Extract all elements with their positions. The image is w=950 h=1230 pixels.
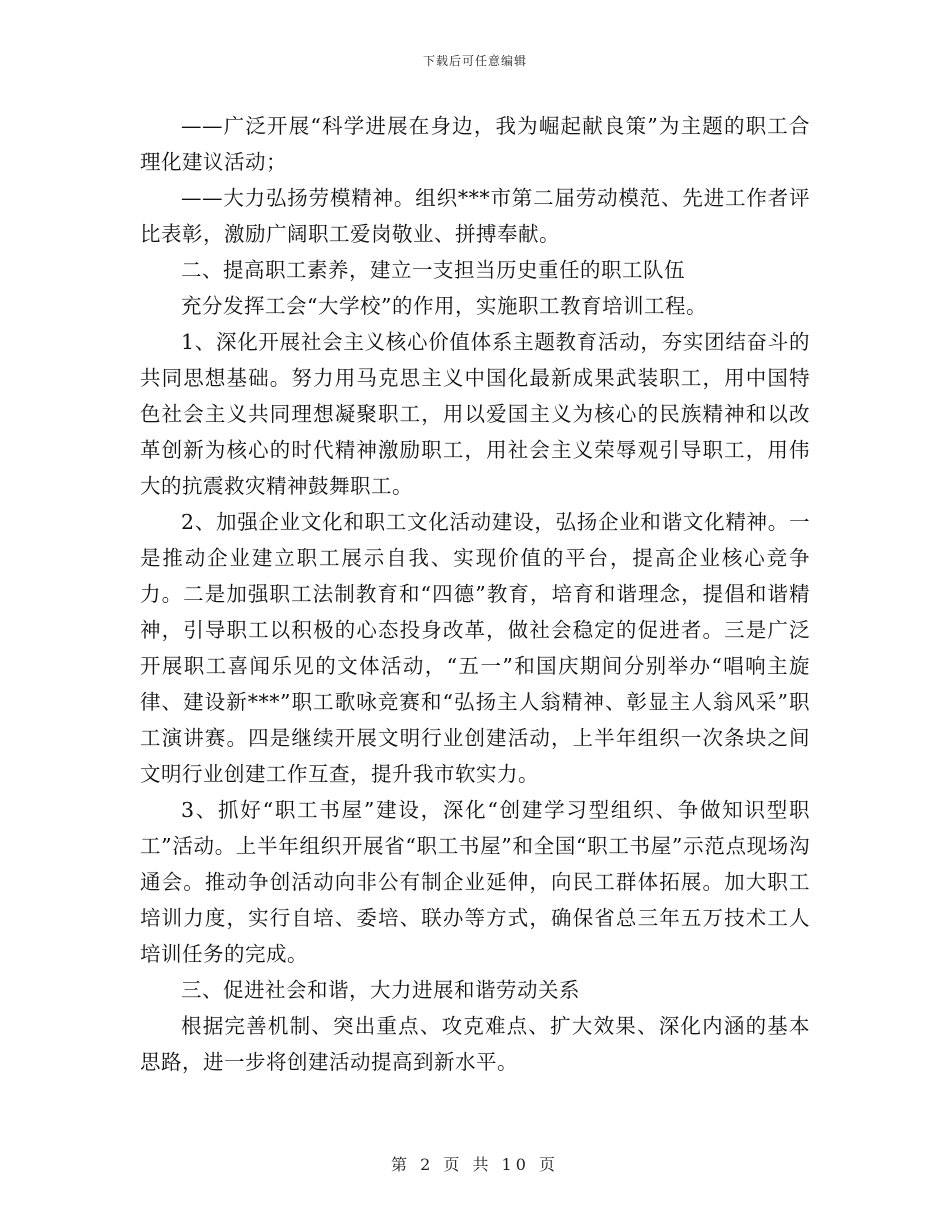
- paragraph-union-school: 充分发挥工会“大学校”的作用，实施职工教育培训工程。: [181, 294, 707, 318]
- page-number-footer: 第 2 页 共 10 页: [391, 1155, 559, 1174]
- paragraph-model-worker-spirit: ——大力弘扬劳模精神。组织***市第二届劳动模范、先进工作者评比表彰，激励广阔职工爱岗敬业、拼搏奉献。: [140, 186, 810, 246]
- paragraph-basic-approach: 根据完善机制、突出重点、攻克难点、扩大效果、深化内涵的基本思路，进一步将创建活动提高到新水平。: [140, 1014, 810, 1074]
- document-body: [140, 108, 810, 1080]
- paragraph-proposal-activity: ——广泛开展“科学进展在身边，我为崛起献良策”为主题的职工合理化建议活动；: [140, 114, 810, 174]
- section-heading-2: 二、提高职工素养，建立一支担当历史重任的职工队伍: [181, 258, 685, 282]
- paragraph-item-1: 1、深化开展社会主义核心价值体系主题教育活动，夯实团结奋斗的共同思想基础。努力用马克思主义中国化最新成果武装职工，用中国特色社会主义共同理想凝聚职工，用以爱国主义为核心的民族精神和以改革创新为核心的时代精神激励职工，用社会主义荣辱观引导职工，用伟大的抗震救灾精神鼓舞职工。: [140, 330, 810, 498]
- paragraph-item-2: 2、加强企业文化和职工文化活动建设，弘扬企业和谐文化精神。一是推动企业建立职工展示自我、实现价值的平台，提高企业核心竞争力。二是加强职工法制教育和“四德”教育，培育和谐理念，提倡和谐精神，引导职工以积极的心态投身改革，做社会稳定的促进者。三是广泛开展职工喜闻乐见的文体活动，“五一”和国庆期间分别举办“唱响主旋律、建设新***”职工歌咏竞赛和“弘扬主人翁精神、彰显主人翁风采”职工演讲赛。四是继续开展文明行业创建活动，上半年组织一次条块之间文明行业创建工作互查，提升我市软实力。: [140, 510, 810, 786]
- section-heading-3: 三、促进社会和谐，大力进展和谐劳动关系: [181, 978, 580, 1002]
- page-header: 下载后可任意编辑: [422, 54, 527, 68]
- paragraph-item-3: 3、抓好“职工书屋”建设，深化“创建学习型组织、争做知识型职工”活动。上半年组织开展省“职工书屋”和全国“职工书屋”示范点现场沟通会。推动争创活动向非公有制企业延伸，向民工群体拓展。加大职工培训力度，实行自培、委培、联办等方式，确保省总三年五万技术工人培训任务的完成。: [140, 798, 810, 966]
